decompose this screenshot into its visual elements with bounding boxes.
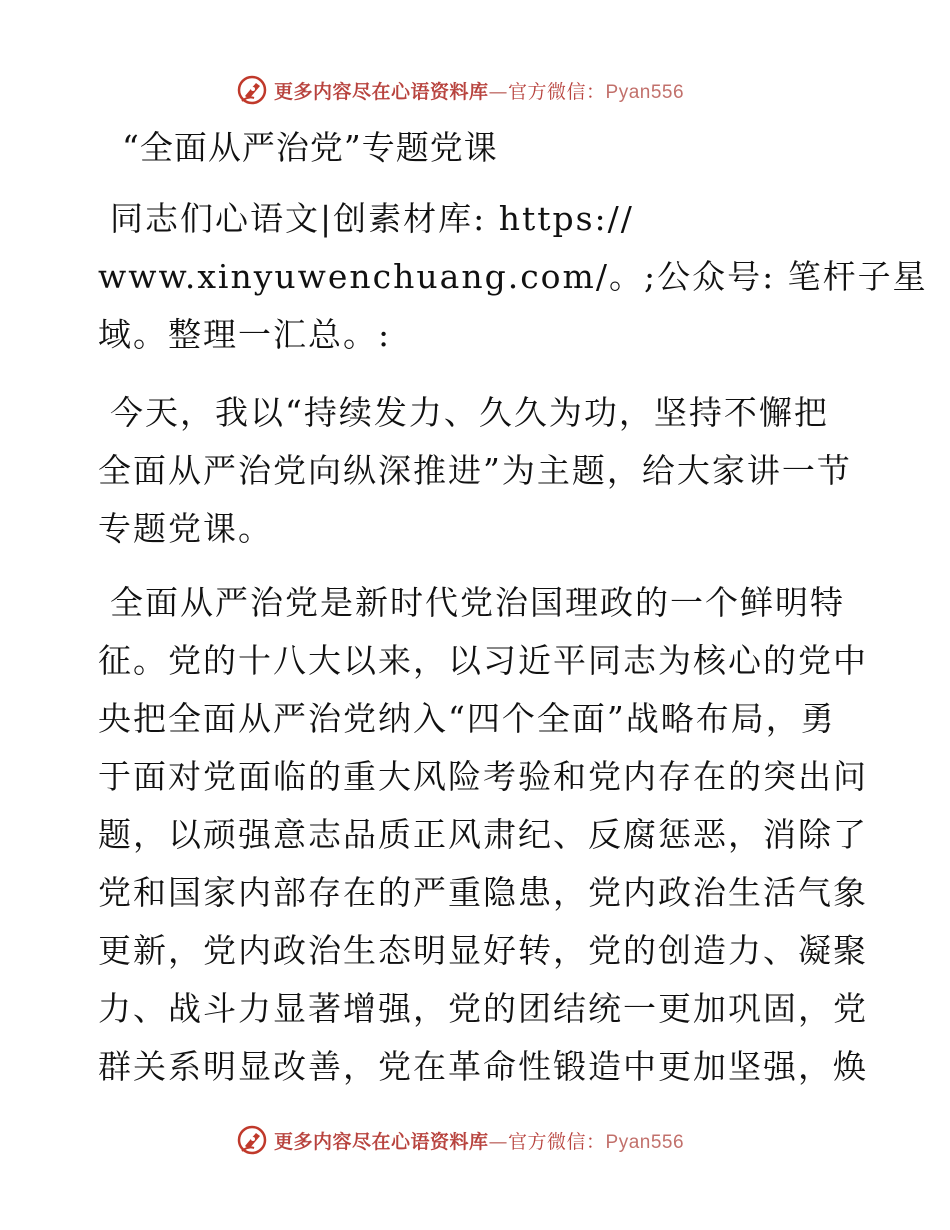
- watermark-main: 更多内容尽在心语资料库: [274, 80, 489, 103]
- pen-logo-icon: [236, 1124, 268, 1156]
- text-line: 域。整理一汇总。:: [98, 315, 392, 354]
- text-line: 群关系明显改善，党在革命性锻造中更加坚强，焕: [98, 1047, 868, 1086]
- text-line: 今天，我以“持续发力、久久为功，坚持不懈把: [110, 393, 829, 432]
- text-line: 征。党的十八大以来，以习近平同志为核心的党中: [98, 641, 868, 680]
- watermark-label: 官方微信：: [508, 1130, 606, 1153]
- watermark-separator: —: [488, 1130, 509, 1153]
- text-line: 更新，党内政治生态明显好转，党的创造力、凝聚: [98, 931, 868, 970]
- watermark-main: 更多内容尽在心语资料库: [274, 1130, 489, 1153]
- document-title: “全面从严治党”专题党课: [122, 128, 498, 167]
- watermark-text: [274, 1127, 684, 1154]
- text-line: 全面从严治党向纵深推进”为主题，给大家讲一节: [98, 451, 852, 490]
- text-line: 于面对党面临的重大风险考验和党内存在的突出问: [98, 757, 868, 796]
- paragraph-body: [98, 574, 868, 1096]
- watermark-separator: —: [488, 80, 509, 103]
- watermark-id: Pyan556: [605, 81, 685, 103]
- text-line: 力、战斗力显著增强，党的团结统一更加巩固，党: [98, 989, 868, 1028]
- text-line: 央把全面从严治党纳入“四个全面”战略布局，勇: [98, 699, 836, 738]
- text-line: www.xinyuwenchuang.com/。;公众号: 笔杆子星: [98, 257, 928, 296]
- pen-logo-icon: [236, 74, 268, 106]
- watermark-id: Pyan556: [605, 1131, 685, 1153]
- text-line: 题，以顽强意志品质正风肃纪、反腐惩恶，消除了: [98, 815, 868, 854]
- text-line: 专题党课。: [98, 509, 273, 548]
- footer-watermark-banner: [236, 1122, 684, 1158]
- text-line: 全面从严治党是新时代党治国理政的一个鲜明特: [110, 583, 845, 622]
- watermark-label: 官方微信：: [508, 80, 606, 103]
- watermark-text: [274, 77, 684, 104]
- header-watermark-banner: [236, 72, 684, 108]
- paragraph-source-note: [98, 190, 928, 364]
- text-line: 党和国家内部存在的严重隐患，党内政治生活气象: [98, 873, 868, 912]
- paragraph-intro: [98, 384, 858, 558]
- text-line: 同志们心语文|创素材库: https://: [110, 199, 634, 238]
